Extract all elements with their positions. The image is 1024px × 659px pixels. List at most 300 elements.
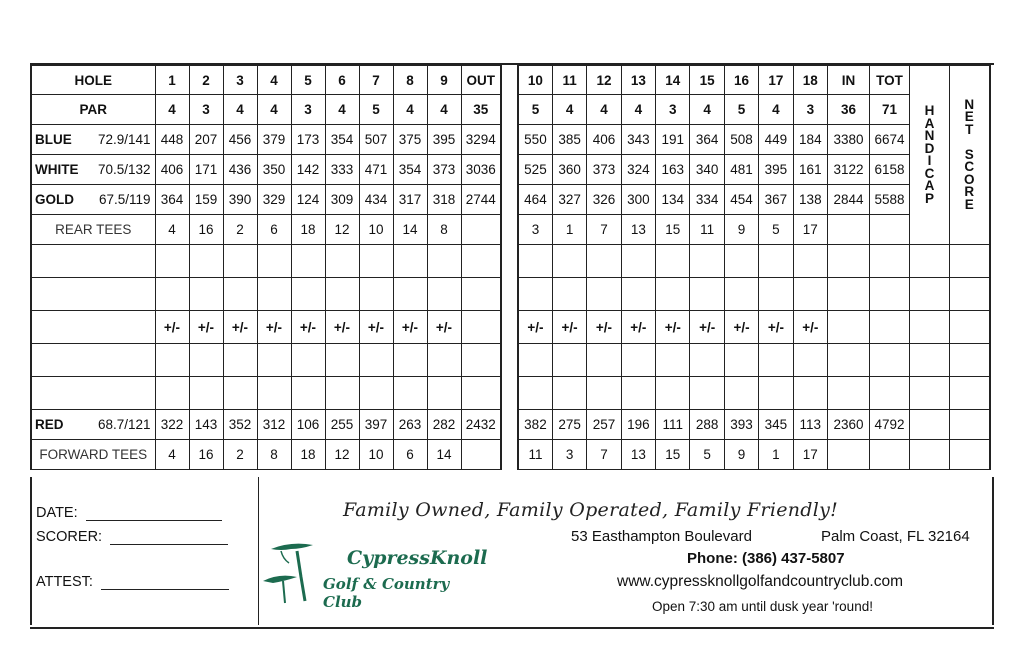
score-entry-cell[interactable] [257,278,291,311]
red-tee-name: RED [35,417,64,432]
logo-subtitle: Golf & Country Club [323,575,450,611]
gold-grand-total: 5588 [870,185,910,215]
hole-number: 6 [325,66,359,95]
par-value: 5 [359,95,393,125]
score-entry-cell[interactable] [828,245,870,278]
gold-yardage: 367 [759,185,793,215]
white-yardage: 471 [359,155,393,185]
back-score-row [518,377,990,410]
hole-handicap: 9 [724,215,758,245]
score-entry-cell[interactable] [724,344,758,377]
red-yardage: 397 [359,410,393,440]
blue-yardage: 395 [427,125,461,155]
hole-handicap: 18 [291,215,325,245]
blue-yardage: 184 [793,125,827,155]
blue-yardage: 550 [518,125,552,155]
plus-minus-cell[interactable]: +/- [359,311,393,344]
par-value: 4 [690,95,724,125]
white-in-total: 3122 [828,155,870,185]
score-entry-cell[interactable] [870,377,910,410]
hole-row-back [518,66,990,95]
city-address: Palm Coast, FL 32164 [821,528,970,545]
score-entry-cell[interactable] [189,245,223,278]
hole-handicap: 11 [690,215,724,245]
plus-minus-cell[interactable]: +/- [223,311,257,344]
score-entry-cell[interactable] [690,377,724,410]
score-entry-cell[interactable] [759,278,793,311]
score-entry-cell[interactable] [793,344,827,377]
gold-yardage: 329 [257,185,291,215]
score-entry-cell[interactable] [393,377,427,410]
tot-label: TOT [870,66,910,95]
club-info [257,477,994,625]
score-entry-cell[interactable] [291,278,325,311]
gold-yardage: 434 [359,185,393,215]
plus-minus-cell[interactable]: +/- [690,311,724,344]
plus-minus-cell[interactable]: +/- [291,311,325,344]
score-entry-cell[interactable] [587,245,621,278]
hole-handicap: 15 [656,215,690,245]
date-label: DATE: [36,505,78,521]
front-score-row [31,344,501,377]
net-score-letter: R [964,184,975,200]
street-address: 53 Easthampton Boulevard [571,528,752,545]
score-entry-cell[interactable] [690,344,724,377]
score-entry-cell[interactable] [910,344,950,377]
front-score-row [31,245,501,278]
gold-out-total: 2744 [461,185,501,215]
hole-number: 14 [656,66,690,95]
handicap-entry-cell[interactable] [910,410,950,440]
score-entry-cell[interactable] [724,377,758,410]
gold-tee-row [31,185,501,215]
hole-handicap: 6 [257,215,291,245]
signature-box [30,477,259,625]
gold-tee-rating: 67.5/119 [98,192,151,207]
red-yardage: 345 [759,410,793,440]
plus-minus-row-back [518,311,990,344]
empty-cell [461,440,501,470]
score-entry-cell[interactable] [393,344,427,377]
front-score-row [31,377,501,410]
hole-row [31,66,501,95]
forward-tees-hcp-row [31,440,501,470]
score-entry-cell[interactable] [870,311,910,344]
white-yardage: 171 [189,155,223,185]
score-entry-cell[interactable] [257,344,291,377]
blue-grand-total: 6674 [870,125,910,155]
white-tee-label [31,155,155,185]
empty-cell[interactable] [461,311,501,344]
red-tee-label [31,410,155,440]
score-entry-cell[interactable] [291,377,325,410]
plus-minus-cell[interactable]: +/- [724,311,758,344]
plus-minus-cell[interactable]: +/- [189,311,223,344]
score-entry-cell[interactable] [427,245,461,278]
gold-yardage: 124 [291,185,325,215]
score-entry-cell[interactable] [359,344,393,377]
net-score-letter: E [964,109,974,125]
score-entry-cell[interactable] [870,245,910,278]
score-entry-cell[interactable] [552,245,586,278]
par-value: 4 [257,95,291,125]
hole-handicap: 5 [759,215,793,245]
par-value: 5 [518,95,552,125]
handicap-letter: P [925,190,935,206]
score-entry-cell[interactable] [587,377,621,410]
score-entry-cell[interactable] [621,245,655,278]
score-entry-cell[interactable] [828,344,870,377]
date-line[interactable] [86,506,222,521]
score-entry-cell[interactable] [656,344,690,377]
score-entry-cell[interactable] [793,245,827,278]
gold-tee-name: GOLD [35,192,74,207]
back-score-row [518,278,990,311]
score-entry-cell[interactable] [656,278,690,311]
score-entry-cell[interactable] [461,344,501,377]
score-entry-cell[interactable] [223,278,257,311]
gold-yardage: 318 [427,185,461,215]
score-entry-cell[interactable] [155,278,189,311]
red-yardage: 143 [189,410,223,440]
par-value: 3 [793,95,827,125]
hole-handicap: 10 [359,440,393,470]
hole-handicap: 10 [359,215,393,245]
score-entry-cell[interactable] [189,344,223,377]
score-entry-cell[interactable] [910,245,950,278]
hole-number: 16 [724,66,758,95]
white-yardage: 406 [155,155,189,185]
hole-handicap: 4 [155,440,189,470]
score-entry-cell[interactable] [950,278,990,311]
score-entry-cell[interactable] [427,278,461,311]
hole-number: 1 [155,66,189,95]
score-entry-cell[interactable] [325,344,359,377]
hole-handicap: 12 [325,215,359,245]
white-yardage: 525 [518,155,552,185]
red-yardage: 263 [393,410,427,440]
forward-tees-hcp-row-back [518,440,990,470]
scorer-field[interactable] [36,529,228,545]
red-yardage: 255 [325,410,359,440]
score-entry-cell[interactable] [359,245,393,278]
gold-yardage: 390 [223,185,257,215]
score-entry-cell[interactable] [518,245,552,278]
plus-minus-cell[interactable]: +/- [759,311,793,344]
forward-tees-label: FORWARD TEES [31,440,155,470]
hole-handicap: 16 [189,440,223,470]
hole-number: 15 [690,66,724,95]
score-entry-cell[interactable] [393,245,427,278]
empty-cell [31,311,155,344]
empty-cell [828,215,870,245]
hole-number: 13 [621,66,655,95]
score-entry-cell[interactable] [393,278,427,311]
gold-yardage: 326 [587,185,621,215]
blue-tee-rating: 72.9/141 [97,132,151,147]
score-entry-cell[interactable] [359,377,393,410]
empty-cell[interactable] [828,440,870,470]
scorer-line[interactable] [110,530,228,545]
hole-handicap: 13 [621,215,655,245]
par-value: 4 [427,95,461,125]
red-yardage: 196 [621,410,655,440]
plus-minus-cell[interactable]: +/- [793,311,827,344]
hole-handicap: 16 [189,215,223,245]
score-entry-cell[interactable] [910,377,950,410]
par-grand-total: 71 [870,95,910,125]
score-entry-cell[interactable] [223,344,257,377]
hole-number: 9 [427,66,461,95]
red-yardage: 352 [223,410,257,440]
in-label: IN [828,66,870,95]
score-entry-cell[interactable] [427,377,461,410]
score-entry-cell[interactable] [587,344,621,377]
empty-cell [870,215,910,245]
blue-yardage: 448 [155,125,189,155]
gold-yardage: 309 [325,185,359,215]
score-entry-cell[interactable] [656,245,690,278]
hole-handicap: 12 [325,440,359,470]
score-entry-cell[interactable] [552,278,586,311]
hole-handicap: 3 [518,215,552,245]
back-score-row [518,245,990,278]
score-entry-cell[interactable] [359,278,393,311]
plus-minus-cell[interactable]: +/- [552,311,586,344]
red-in-total: 2360 [828,410,870,440]
score-entry-cell[interactable] [325,278,359,311]
score-entry-cell[interactable] [31,344,155,377]
plus-minus-cell[interactable]: +/- [518,311,552,344]
hole-number: 18 [793,66,827,95]
date-field[interactable] [36,505,222,521]
par-value: 4 [552,95,586,125]
blue-out-total: 3294 [461,125,501,155]
plus-minus-cell[interactable]: +/- [325,311,359,344]
score-entry-cell[interactable] [759,245,793,278]
score-entry-cell[interactable] [724,245,758,278]
hole-number: 12 [587,66,621,95]
score-entry-cell[interactable] [518,377,552,410]
blue-yardage: 354 [325,125,359,155]
score-entry-cell[interactable] [155,377,189,410]
par-value: 3 [656,95,690,125]
score-entry-cell[interactable] [950,344,990,377]
white-tee-row [31,155,501,185]
white-yardage: 481 [724,155,758,185]
red-tee-row-back [518,410,990,440]
blue-yardage: 173 [291,125,325,155]
plus-minus-cell[interactable]: +/- [427,311,461,344]
blue-yardage: 449 [759,125,793,155]
blue-tee-row [31,125,501,155]
handicap-letter: N [924,128,935,143]
score-entry-cell[interactable] [910,278,950,311]
net-score-letter: O [964,171,975,187]
attest-label: ATTEST: [36,574,93,590]
score-entry-cell[interactable] [291,344,325,377]
hole-number: 2 [189,66,223,95]
net-score-entry-cell[interactable] [950,410,990,440]
score-entry-cell[interactable] [223,245,257,278]
plus-minus-cell[interactable]: +/- [587,311,621,344]
scorecard [30,63,994,629]
gold-yardage: 334 [690,185,724,215]
score-entry-cell[interactable] [690,278,724,311]
red-grand-total: 4792 [870,410,910,440]
hole-handicap: 18 [291,440,325,470]
gold-yardage: 300 [621,185,655,215]
score-entry-cell[interactable] [325,377,359,410]
score-entry-cell[interactable] [155,344,189,377]
score-entry-cell[interactable] [950,311,990,344]
score-entry-cell[interactable] [518,278,552,311]
par-value: 3 [189,95,223,125]
score-entry-cell[interactable] [325,245,359,278]
white-yardage: 163 [656,155,690,185]
score-entry-cell[interactable] [950,377,990,410]
score-entry-cell[interactable] [621,344,655,377]
white-yardage: 142 [291,155,325,185]
blue-yardage: 508 [724,125,758,155]
hole-handicap: 14 [427,440,461,470]
empty-cell[interactable] [950,440,990,470]
plus-minus-cell[interactable]: +/- [621,311,655,344]
white-yardage: 350 [257,155,291,185]
red-yardage: 106 [291,410,325,440]
score-entry-cell[interactable] [759,344,793,377]
net-score-column-header [950,66,990,245]
score-entry-cell[interactable] [31,245,155,278]
front-score-row [31,278,501,311]
back-score-row [518,344,990,377]
scorer-label: SCORER: [36,529,103,545]
score-entry-cell[interactable] [518,344,552,377]
attest-field[interactable] [36,574,229,590]
score-entry-cell[interactable] [31,377,155,410]
net-score-letter: N [964,96,975,112]
par-in-total: 36 [828,95,870,125]
plus-minus-cell[interactable]: +/- [257,311,291,344]
score-entry-cell[interactable] [828,377,870,410]
gold-yardage: 327 [552,185,586,215]
out-label: OUT [461,66,501,95]
red-yardage: 322 [155,410,189,440]
score-entry-cell[interactable] [828,278,870,311]
gold-in-total: 2844 [828,185,870,215]
blue-in-total: 3380 [828,125,870,155]
rear-tees-hcp-row [31,215,501,245]
blue-yardage: 507 [359,125,393,155]
net-score-letter: T [965,121,974,137]
gold-yardage: 134 [656,185,690,215]
score-entry-cell[interactable] [621,278,655,311]
gold-yardage: 317 [393,185,427,215]
score-entry-cell[interactable] [793,278,827,311]
score-entry-cell[interactable] [552,344,586,377]
score-entry-cell[interactable] [257,377,291,410]
white-tee-rating: 70.5/132 [97,162,151,177]
plus-minus-cell[interactable]: +/- [393,311,427,344]
score-entry-cell[interactable] [189,278,223,311]
front-nine-table [30,65,502,470]
club-logo [261,537,491,611]
score-entry-cell[interactable] [257,245,291,278]
red-yardage: 312 [257,410,291,440]
score-entry-cell[interactable] [461,245,501,278]
plus-minus-cell[interactable]: +/- [155,311,189,344]
red-yardage: 111 [656,410,690,440]
score-entry-cell[interactable] [724,278,758,311]
par-value: 4 [155,95,189,125]
hole-handicap: 5 [690,440,724,470]
score-entry-cell[interactable] [155,245,189,278]
red-yardage: 282 [427,410,461,440]
score-entry-cell[interactable] [690,245,724,278]
score-entry-cell[interactable] [291,245,325,278]
par-value: 4 [325,95,359,125]
score-entry-cell[interactable] [759,377,793,410]
par-value: 4 [587,95,621,125]
par-out-total: 35 [461,95,501,125]
score-entry-cell[interactable] [461,278,501,311]
website-link[interactable]: www.cypressknollgolfandcountryclub.com [617,573,904,590]
score-entry-cell[interactable] [223,377,257,410]
hole-handicap: 13 [621,440,655,470]
red-yardage: 393 [724,410,758,440]
blue-tee-name: BLUE [35,132,72,147]
white-yardage: 360 [552,155,586,185]
tagline: Family Owned, Family Operated, Family Friendly! [343,499,839,521]
hole-handicap: 15 [656,440,690,470]
hole-handicap: 11 [518,440,552,470]
par-value: 4 [223,95,257,125]
hole-handicap: 6 [393,440,427,470]
score-entry-cell[interactable] [31,278,155,311]
score-entry-cell[interactable] [793,377,827,410]
plus-minus-cell[interactable]: +/- [656,311,690,344]
card-footer [30,477,994,627]
score-entry-cell[interactable] [189,377,223,410]
score-entry-cell[interactable] [427,344,461,377]
empty-cell[interactable] [910,440,950,470]
score-entry-cell[interactable] [950,245,990,278]
white-yardage: 373 [587,155,621,185]
score-entry-cell[interactable] [656,377,690,410]
score-entry-cell[interactable] [828,311,870,344]
par-value: 4 [621,95,655,125]
red-out-total: 2432 [461,410,501,440]
score-entry-cell[interactable] [621,377,655,410]
back-nine-table [517,65,991,470]
net-score-letter: E [964,196,974,212]
white-yardage: 324 [621,155,655,185]
score-entry-cell[interactable] [587,278,621,311]
attest-line[interactable] [101,575,229,590]
white-yardage: 373 [427,155,461,185]
handicap-letter: H [924,103,935,118]
red-tee-row [31,410,501,440]
gold-yardage: 464 [518,185,552,215]
score-entry-cell[interactable] [461,377,501,410]
hole-handicap: 1 [759,440,793,470]
score-entry-cell[interactable] [552,377,586,410]
phone-number: Phone: (386) 437-5807 [687,550,845,567]
score-entry-cell[interactable] [910,311,950,344]
score-entry-cell[interactable] [870,278,910,311]
score-entry-cell[interactable] [870,344,910,377]
empty-cell[interactable] [870,440,910,470]
